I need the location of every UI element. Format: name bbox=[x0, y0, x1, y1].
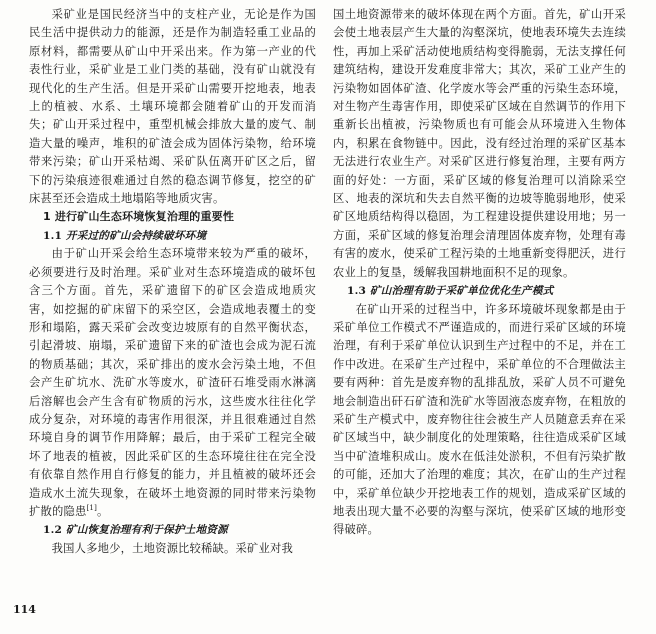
subsection-1-2-title: 矿山恢复治理有利于保护土地资源 bbox=[65, 524, 228, 537]
section-1-heading: 1 进行矿山生态环境恢复治理的重要性 bbox=[43, 210, 235, 224]
subsection-1-1-heading bbox=[29, 227, 316, 245]
right-column bbox=[333, 6, 626, 606]
subsection-1-2-number: 1.2 bbox=[43, 524, 63, 537]
subsection-1-2-paragraph-continued: 国土地资源带来的破坏体现在两个方面。首先，矿山开采会使土地表层产生大量的沟壑深坑，使地表环境失去连续性，再加上采矿活动使地质结构变得脆弱，无法支撑任何建筑结构，建设开发难度非常大；其次，采矿工业产生的污染物如固体矿渣、化学废水等会严重的污染生态环境，对生物产生毒害作用，即使采矿区域在自然调节的作用下重新长出植被，污染物质也有可能会从环境进入生物体内，积累在食物链中。因此，没有经过治理的采矿区基本无法进行农业生产。对采矿区进行修复治理，主要有两方面的好处：一方面，采矿区域的修复治理可以消除采空区、地表的深坑和失去自然平衡的边坡等脆弱地形，使采矿区地质结构得以稳固，为工程建设提供建设用地；另一方面，采矿区域的修复治理会清理固体废弃物，处理有毒有害的废水，使采矿工程污染的土地重新变得肥沃，进行农业上的复垦，缓解我国耕地面积不足的现象。 bbox=[333, 8, 626, 279]
subsection-1-3-number: 1.3 bbox=[347, 285, 367, 298]
subsection-1-3-title: 矿山治理有助于采矿单位优化生产模式 bbox=[369, 285, 554, 298]
left-column bbox=[29, 6, 316, 590]
intro-paragraph: 采矿业是国民经济当中的支柱产业，无论是作为国民生活中提供动力的能源，还是作为制造轻重工业品的原材料，都需要从矿山中开采出来。作为第一产业的代表性行业，采矿业是工业门类的基础，没有矿山就没有现代化的生产生活。但是开采矿山需要开挖地表，地表上的植被、水系、土壤环境都会随着矿山的开发而消失；矿山开采过程中，重型机械会排放大量的废气、制造大量的噪声，堆积的矿渣会成为固体污染物，给环境带来污染；矿山开采枯竭、采矿队伍离开矿区之后，留下的污染痕迹很难通过自然的稳态调节修复，挖空的矿床甚至还会造成土地塌陷等地质灾害。 bbox=[29, 8, 316, 206]
page-number: 114 bbox=[13, 603, 36, 616]
subsection-1-1-title: 开采过的矿山会持续破坏环境 bbox=[65, 229, 207, 242]
citation-ref-1[interactable]: [1] bbox=[86, 504, 98, 513]
subsection-1-1-number: 1.1 bbox=[43, 229, 63, 242]
subsection-1-1-text-end: 。 bbox=[97, 504, 109, 518]
subsection-1-3-heading bbox=[333, 282, 626, 300]
subsection-1-3-paragraph: 在矿山开采的过程当中，许多环境破坏现象都是由于采矿单位工作模式不严谨造成的，而进行采矿区域的环境治理，有利于采矿单位认识到生产过程中的不足，并在工作中改进。在采矿生产过程中，采矿单位的不合理做法主要有两种：首先是废弃物的乱排乱放，采矿人员不可避免地会制造出矸石矿渣和洗矿水等固液态废弃物，在粗放的采矿生产模式中，废弃物往往会被生产人员随意丢弃在采矿区域当中，缺少制度化的处理策略，往往造成采矿区域当中矿渣堆积成山。废水在低洼处淤积，不但有污染扩散的可能，还加大了治理的难度；其次，在矿山的生产过程中，采矿单位缺少开挖地表工作的规划，造成采矿区域的地表出现大量不必要的沟壑与深坑，使采矿区域的地形变得破碎。 bbox=[333, 302, 626, 537]
subsection-1-1-paragraph bbox=[29, 245, 316, 521]
subsection-1-1-text: 由于矿山开采会给生态环境带来较为严重的破坏，必须要进行及时治理。采矿业对生态环境造成的破坏包含三个方面。首先，采矿遗留下的矿区会造成地质灾害，如挖掘的矿床留下的采空区，会造成地表覆土的变形和塌陷，露天采矿会改变边坡原有的自然平衡状态，引起滑坡、崩塌，采矿遗留下来的矿渣也会成为泥石流的物质基础；其次，采矿排出的废水会污染土地，不但会产生矿坑水、洗矿水等废水，矿渣矸石堆受雨水淋漓后溶解也会产生含有矿物质的污水，这些废水往往化学成分复杂，对环境的毒害作用很深，并且很难通过自然环境自身的调节作用降解；最后，由于采矿工程完全破坏了地表的植被，因此采矿区的生态环境往往在完全没有依靠自然作用自行修复的能力，并且植被的破坏还会造成水土流失现象，在破坏土地资源的同时带来污染物扩散的隐患 bbox=[29, 247, 316, 518]
subsection-1-2-paragraph-start: 我国人多地少，土地资源比较稀缺。采矿业对我 bbox=[51, 541, 294, 555]
subsection-1-2-heading bbox=[29, 521, 316, 539]
